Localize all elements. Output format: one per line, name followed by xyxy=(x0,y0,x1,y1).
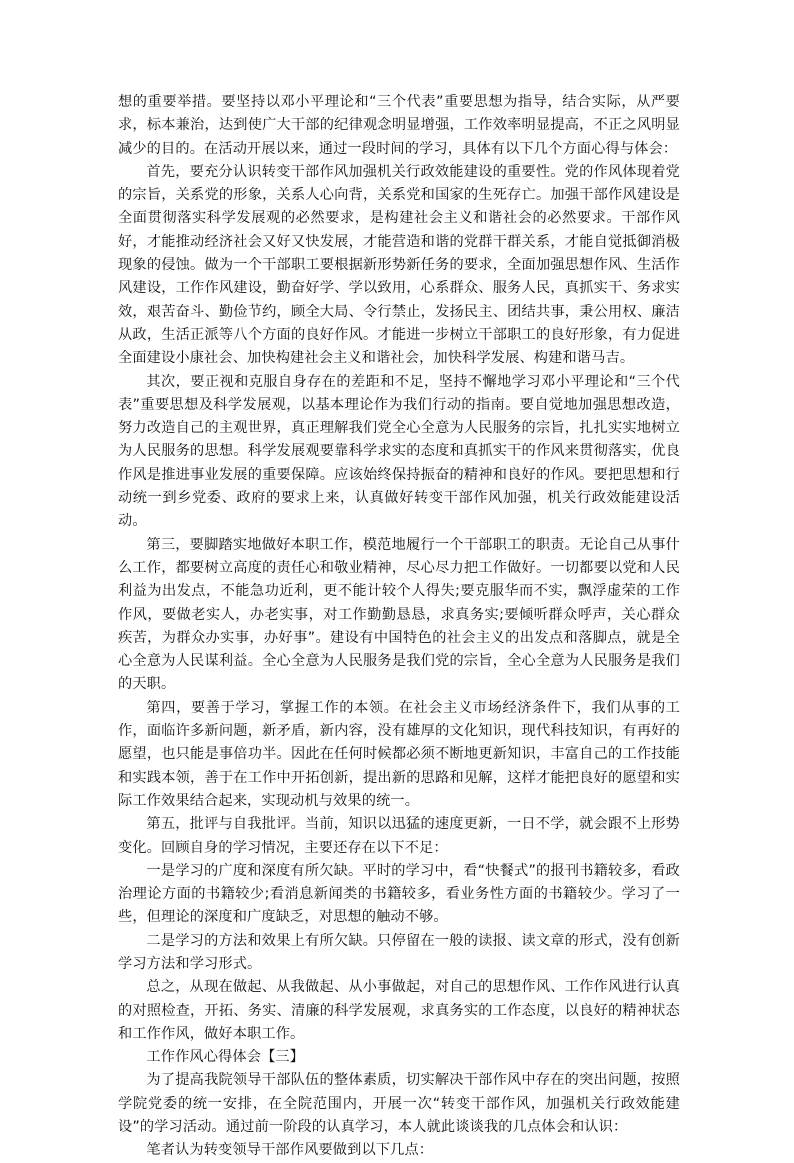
paragraph-shortcoming-one: 一是学习的广度和深度有所欠缺。平时的学习中，看“快餐式”的报刊书籍较多，看政治理论方面的书籍较少;看消息新闻类的书籍较多，看业务性方面的书籍较少。学习了一些，但理论的深度和广度缺乏，对思想的触动不够。 xyxy=(118,862,680,926)
paragraph-intro: 想的重要举措。要坚持以邓小平理论和“三个代表”重要思想为指导，结合实际，从严要求，标本兼治，达到使广大干部的纪律观念明显增强，工作效率明显提高，不正之风明显减少的目的。在活动开展以来，通过一段时间的学习，具体有以下几个方面心得与体会： xyxy=(118,94,680,157)
paragraph-summary: 总之，从现在做起、从我做起、从小事做起，对自己的思想作风、工作作风进行认真的对照检查，开拓、务实、清廉的科学发展观，求真务实的工作态度，以良好的精神状态和工作作风，做好本职工作。 xyxy=(118,979,680,1042)
section-heading: 工作作风心得体会【三】 xyxy=(146,1049,305,1066)
paragraph-shortcoming-two: 二是学习的方法和效果上有所欠缺。只停留在一般的读报、读文章的形式，没有创新学习方法和学习形式。 xyxy=(118,932,680,972)
paragraph-section-intro: 为了提高我院领导干部队伍的整体素质，切实解决干部作风中存在的突出问题，按照学院党委的统一安排，在全院范围内，开展一次“转变干部作风，加强机关行政效能建设”的学习活动。通过前一阶段的认真学习，本人就此谈谈我的几点体会和认识： xyxy=(118,1072,680,1136)
paragraph-section-lead: 笔者认为转变领导干部作风要做到以下几点： xyxy=(146,1142,434,1159)
paragraph-fifth: 第五，批评与自我批评。当前，知识以迅猛的速度更新，一日不学，就会跟不上形势变化。回顾自身的学习情况，主要还存在以下不足： xyxy=(118,816,680,856)
paragraph-third: 第三，要脚踏实地做好本职工作，模范地履行一个干部职工的职责。无论自己从事什么工作，都要树立高度的责任心和敬业精神，尽心尽力把工作做好。一切都要以党和人民利益为出发点，不能急功近利，更不能计较个人得失;要克服华而不实，飘浮虚荣的工作作风，要做老实人，办老实事，对工作勤勤恳恳，求真务实;要倾听群众呼声，关心群众疾苦，为群众办实事，办好事”。建设有中国特色的社会主义的出发点和落脚点，就是全心全意为人民谋利益。全心全意为人民服务是我们党的宗旨，全心全意为人民服务是我们的天职。 xyxy=(118,536,680,693)
paragraph-fourth: 第四，要善于学习，掌握工作的本领。在社会主义市场经济条件下，我们从事的工作，面临许多新问题，新矛盾，新内容，没有雄厚的文化知识，现代科技知识，有再好的愿望，也只能是事倍功半。因此在任何时候都必须不断地更新知识，丰富自己的工作技能和实践本领，善于在工作中开拓创新，提出新的思路和见解，这样才能把良好的愿望和实际工作效果结合起来，实现动机与效果的统一。 xyxy=(118,699,680,809)
document-body xyxy=(118,91,680,1163)
paragraph-first: 首先，要充分认识转变干部作风加强机关行政效能建设的重要性。党的作风体现着党的宗旨，关系党的形象，关系人心向背，关系党和国家的生死存亡。加强干部作风建设是全面贯彻落实科学发展观的必然要求，是构建社会主义和谐社会的必然要求。干部作风好，才能推动经济社会又好又快发展，才能营造和谐的党群干群关系，才能自觉抵御消极现象的侵蚀。做为一个干部职工要根据新形势新任务的要求，全面加强思想作风、生活作风建设，工作作风建设，勤奋好学、学以致用，心系群众、服务人民，真抓实干、务求实效，艰苦奋斗、勤俭节约，顾全大局、令行禁止，发扬民主、团结共事，秉公用权、廉洁从政，生活正派等八个方面的良好作风。才能进一步树立干部职工的良好形象，有力促进全面建设小康社会、加快构建社会主义和谐社会，加快科学发展、构建和谐马吉。 xyxy=(118,163,680,367)
paragraph-second: 其次，要正视和克服自身存在的差距和不足，坚持不懈地学习邓小平理论和“三个代表”重要思想及科学发展观，以基本理论作为我们行动的指南。要自觉地加强思想改造，努力改造自己的主观世界，真正理解我们党全心全意为人民服务的宗旨，扎扎实实地树立为人民服务的思想。科学发展观要靠科学求实的态度和真抓实干的作风来贯彻落实，优良作风是推进事业发展的重要保障。应该始终保持振奋的精神和良好的作风。要把思想和行动统一到乡党委、政府的要求上来，认真做好转变干部作风加强，机关行政效能建设活动。 xyxy=(118,373,680,530)
